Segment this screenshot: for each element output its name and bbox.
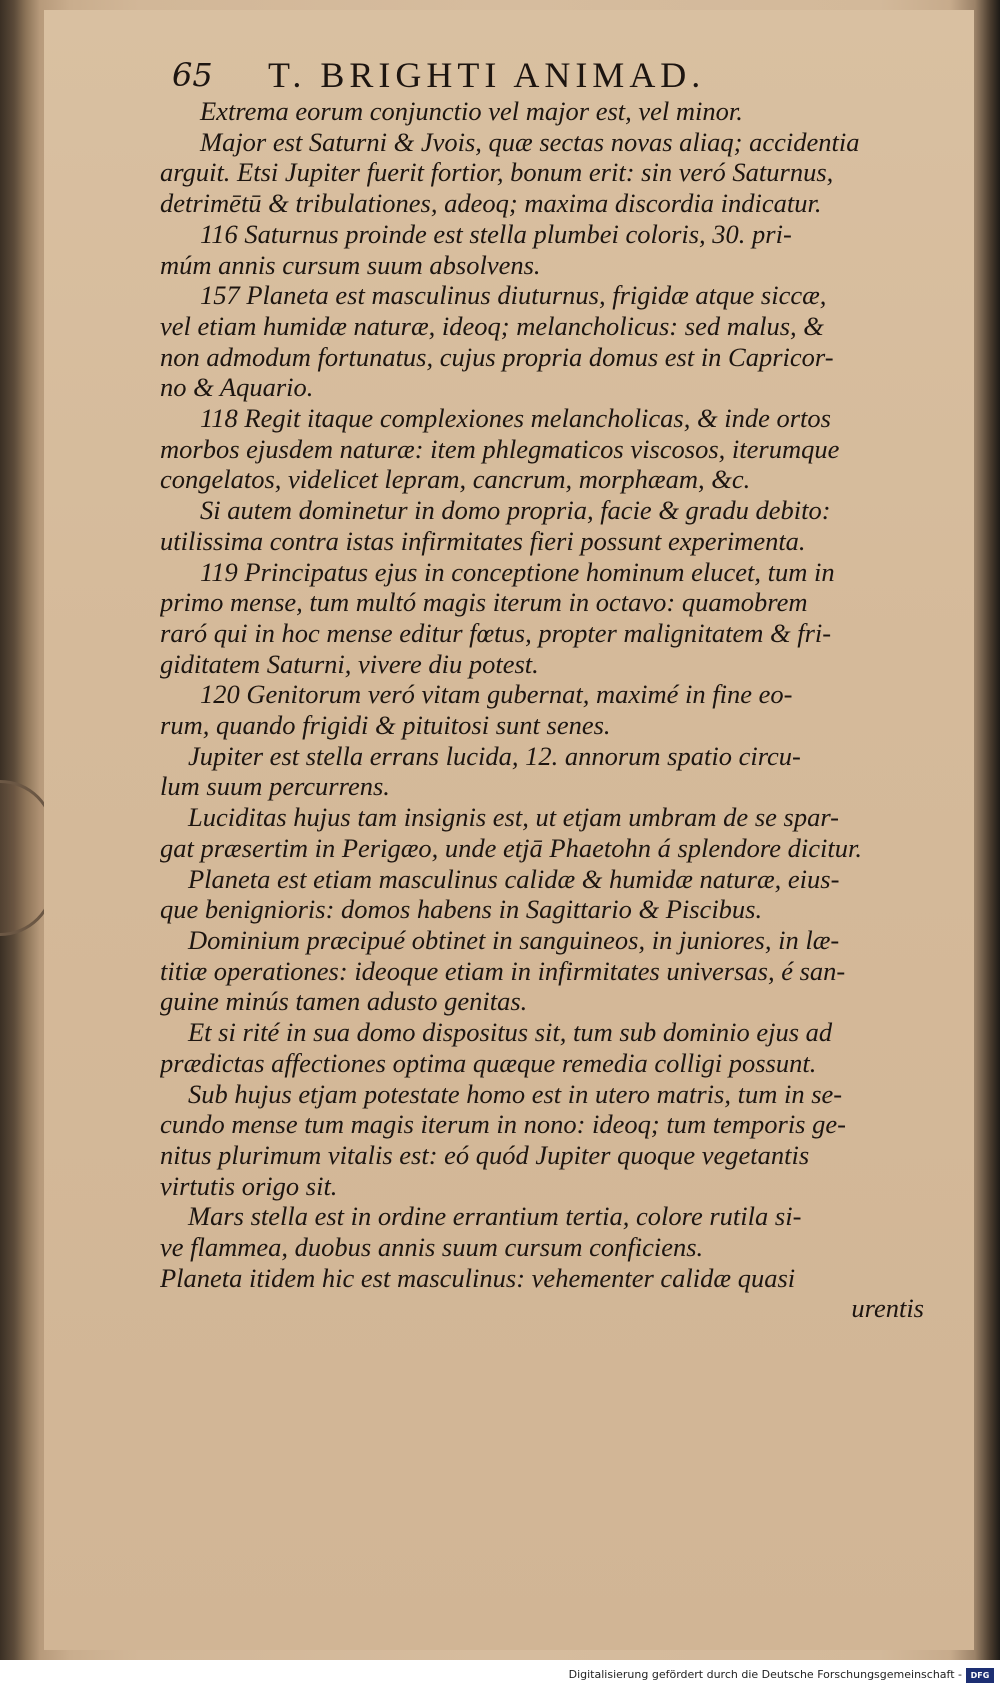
text-line: rum, quando frigidi & pituitosi sunt senes. bbox=[160, 710, 611, 741]
text-line: múm annis cursum suum absolvens. bbox=[160, 249, 541, 280]
text-line: titiæ operationes: ideoque etiam in infirmitates universas, é san- bbox=[160, 955, 846, 986]
text-line: Et si rité in sua domo dispositus sit, tum sub dominio ejus ad bbox=[188, 1017, 833, 1048]
text-line: raró qui in hoc mense editur fœtus, propter malignitatem & fri- bbox=[160, 617, 832, 648]
text-line: Planeta est etiam masculinus calidæ & humidæ naturæ, eius- bbox=[188, 863, 840, 894]
text-line: gat præsertim in Perigæo, unde etjā Phaetohn á splendore dicitur. bbox=[160, 832, 862, 863]
text-line: nitus plurimum vitalis est: eó quód Jupiter quoque vegetantis bbox=[160, 1139, 810, 1170]
text-line: que benignioris: domos habens in Sagittario & Piscibus. bbox=[160, 894, 763, 925]
text-line: Major est Saturni & Jvois, quæ sectas novas aliaq; accidentia bbox=[200, 126, 860, 157]
text-line: 120 Genitorum veró vitam gubernat, maximé in fine eo- bbox=[200, 679, 793, 710]
text-line: ve flammea, duobus annis suum cursum conficiens. bbox=[160, 1232, 704, 1263]
text-line: no & Aquario. bbox=[160, 372, 314, 403]
text-line: 157 Planeta est masculinus diuturnus, frigidæ atque siccæ, bbox=[200, 280, 827, 311]
text-line: cundo mense tum magis iterum in nono: ideoq; tum temporis ge- bbox=[160, 1109, 846, 1140]
text-line: Extrema eorum conjunctio vel major est, vel minor. bbox=[200, 96, 743, 126]
page-number: 65 bbox=[172, 56, 213, 94]
text-line: vel etiam humidæ naturæ, ideoq; melancholicus: sed malus, & bbox=[160, 310, 824, 341]
text-line: virtutis origo sit. bbox=[160, 1170, 338, 1201]
text-line: morbos ejusdem naturæ: item phlegmaticos viscosos, iterumque bbox=[160, 433, 840, 464]
digitization-footer bbox=[0, 1665, 1000, 1686]
text-line: 119 Principatus ejus in conceptione hominum elucet, tum in bbox=[200, 556, 835, 587]
text-line: 118 Regit itaque complexiones melancholicas, & inde ortos bbox=[200, 403, 831, 434]
text-line: Luciditas hujus tam insignis est, ut etjam umbram de se spar- bbox=[188, 802, 839, 833]
text-line: utilissima contra istas infirmitates fieri possunt experimenta. bbox=[160, 525, 806, 556]
text-line: Sub hujus etjam potestate homo est in utero matris, tum in se- bbox=[188, 1078, 843, 1109]
text-line: guine minús tamen adusto genitas. bbox=[160, 986, 528, 1017]
text-line: prædictas affectiones optima quæque remedia colligi possunt. bbox=[160, 1047, 817, 1078]
text-line: detrimētū & tribulationes, adeoq; maxima discordia indicatur. bbox=[160, 188, 822, 219]
text-line: non admodum fortunatus, cujus propria domus est in Capricor- bbox=[160, 341, 834, 372]
funding-credit: Digitalisierung gefördert durch die Deutsche Forschungsgemeinschaft - bbox=[568, 1668, 962, 1681]
body-text bbox=[160, 96, 950, 1324]
dfg-logo-icon: DFG bbox=[966, 1668, 994, 1683]
text-line: arguit. Etsi Jupiter fuerit fortior, bonum erit: sin veró Saturnus, bbox=[160, 157, 834, 188]
text-line: lum suum percurrens. bbox=[160, 771, 390, 802]
text-line: Planeta itidem hic est masculinus: vehementer calidæ quasi bbox=[160, 1262, 796, 1293]
text-line: primo mense, tum multó magis iterum in octavo: quamobrem bbox=[160, 587, 808, 618]
text-line: congelatos, videlicet lepram, cancrum, morphæam, &c. bbox=[160, 464, 751, 495]
catchword: urentis bbox=[851, 1293, 924, 1324]
page-header bbox=[118, 42, 938, 102]
running-head: T. BRIGHTI ANIMAD. bbox=[268, 55, 706, 95]
text-line: giditatem Saturni, vivere diu potest. bbox=[160, 648, 539, 679]
text-line: Mars stella est in ordine errantium tertia, colore rutila si- bbox=[188, 1201, 802, 1232]
text-line: Dominium præcipué obtinet in sanguineos, in juniores, in læ- bbox=[188, 924, 840, 955]
text-line: 116 Saturnus proinde est stella plumbei coloris, 30. pri- bbox=[200, 218, 792, 249]
text-line: Si autem dominetur in domo propria, facie & gradu debito: bbox=[200, 495, 831, 526]
text-line: Jupiter est stella errans lucida, 12. annorum spatio circu- bbox=[188, 740, 801, 771]
